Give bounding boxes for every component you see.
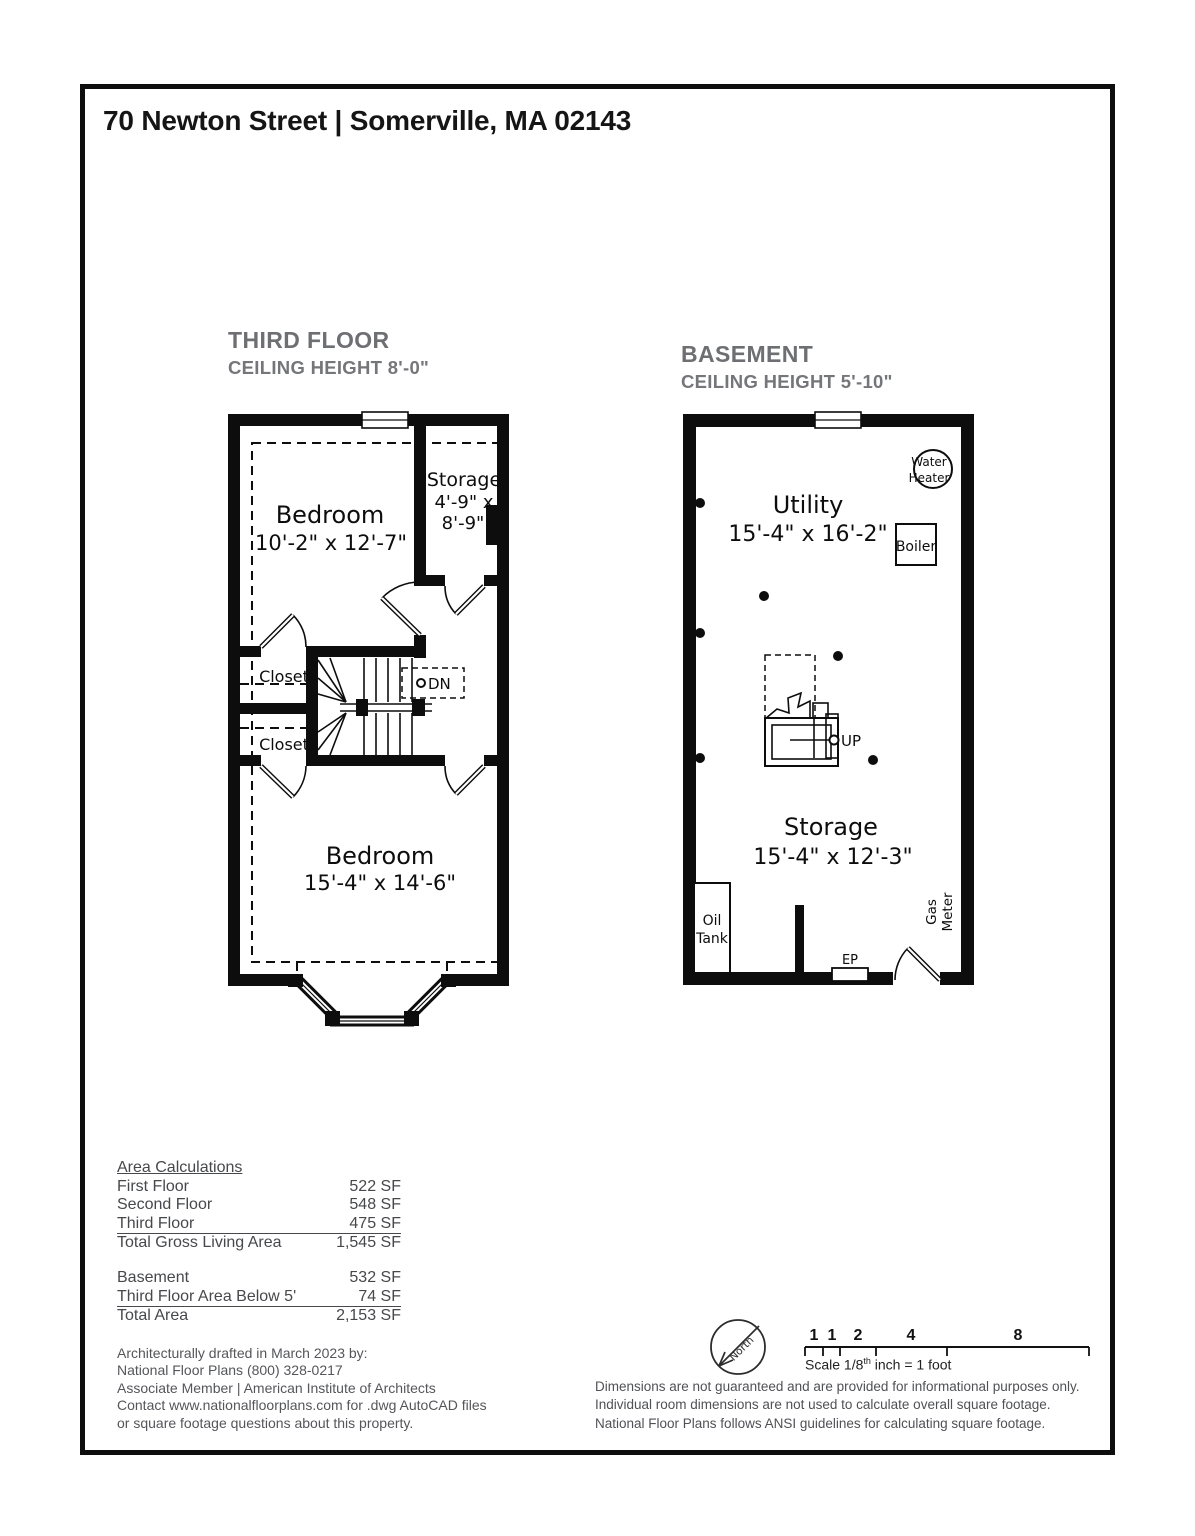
window	[362, 412, 408, 428]
utility-dimensions: 15'-4" x 16'-2"	[728, 522, 888, 547]
scale-caption-text: Scale 1/8	[805, 1356, 864, 1373]
bedroom2-door	[445, 766, 484, 794]
boiler-label: Boiler	[895, 539, 937, 555]
third-floor-heading: THIRD FLOOR	[228, 327, 390, 353]
table-row-total	[117, 1307, 401, 1326]
row-value: 74 SF	[358, 1287, 401, 1305]
bedroom1-dimensions: 10'-2" x 12'-7"	[255, 531, 407, 555]
row-value: 522 SF	[349, 1177, 401, 1195]
scale-tick-label: 1	[809, 1327, 819, 1344]
oil-tank-label-2: Tank	[696, 931, 728, 947]
scale-ticks	[805, 1347, 1089, 1356]
third-floor-plan	[220, 405, 520, 1045]
newel-post	[356, 699, 368, 716]
bedroom2-label: Bedroom	[325, 842, 435, 870]
closet1-label: Closet	[259, 667, 309, 686]
water-heater	[909, 450, 952, 488]
row-value: 2,153 SF	[336, 1307, 401, 1325]
gas-meter	[924, 892, 956, 932]
basement-storage-dimensions: 15'-4" x 12'-3"	[753, 845, 913, 870]
row-value: 475 SF	[349, 1214, 401, 1232]
basement-ceiling-height: CEILING HEIGHT 5'-10"	[681, 371, 893, 392]
bedroom1-label: Bedroom	[275, 501, 385, 529]
row-label: Third Floor Area Below 5'	[117, 1287, 297, 1305]
oil-tank	[694, 883, 730, 973]
scale-caption-rest: inch = 1 foot	[870, 1356, 952, 1373]
scale-caption-sup: th	[863, 1356, 871, 1366]
north-compass	[701, 1312, 775, 1386]
boiler	[896, 524, 937, 565]
north-label: North	[727, 1334, 757, 1364]
gas-meter-label-1: Gas	[924, 899, 940, 925]
basement-plan	[675, 405, 985, 1005]
disclaimer-line: National Floor Plans follows ANSI guidelines for calculating square footage.	[595, 1415, 1046, 1431]
stair-down-label: DN	[428, 675, 451, 693]
credit-line: or square footage questions about this property.	[117, 1414, 414, 1431]
scale-tick-label: 8	[1013, 1327, 1023, 1344]
row-label: Second Floor	[117, 1196, 213, 1214]
newel-post	[412, 699, 425, 716]
third-floor-ceiling-height: CEILING HEIGHT 8'-0"	[228, 357, 430, 378]
credit-line: Associate Member | American Institute of Architects	[117, 1379, 436, 1396]
row-label: Third Floor	[117, 1214, 195, 1232]
credit-line: National Floor Plans (800) 328-0217	[117, 1362, 343, 1379]
staircase-up	[765, 655, 861, 766]
stair-up-label: UP	[841, 732, 862, 750]
table-row	[117, 1215, 401, 1235]
scale-tick-label: 1	[827, 1327, 837, 1344]
scale-caption	[805, 1356, 951, 1373]
row-value: 532 SF	[349, 1268, 401, 1286]
storage-dimensions-1: 4'-9" x	[434, 492, 494, 513]
basement-door	[895, 948, 940, 980]
window	[815, 412, 861, 428]
credit-line: Architecturally drafted in March 2023 by:	[117, 1345, 368, 1361]
basement-heading: BASEMENT	[681, 341, 814, 367]
row-label: Basement	[117, 1268, 190, 1286]
table-row-total	[117, 1234, 401, 1253]
storage-dimensions-2: 8'-9"	[441, 513, 485, 534]
storage-label: Storage	[426, 469, 502, 491]
table-row	[117, 1269, 401, 1288]
closet2-label: Closet	[259, 735, 309, 754]
staircase-down	[318, 658, 464, 755]
disclaimer-line: Dimensions are not guaranteed and are provided for informational purposes only.	[595, 1379, 1080, 1394]
oil-tank-label-1: Oil	[702, 913, 722, 929]
gas-meter-label-2: Meter	[940, 892, 956, 932]
utility-label: Utility	[772, 491, 844, 519]
page-title: 70 Newton Street | Somerville, MA 02143	[103, 105, 632, 136]
closet1-door	[261, 615, 306, 647]
electrical-panel-label: EP	[841, 953, 859, 968]
disclaimer-line: Individual room dimensions are not used to calculate overall square footage.	[595, 1397, 1051, 1413]
partition-wall	[795, 905, 804, 975]
scale-tick-label: 4	[906, 1327, 916, 1344]
row-label: First Floor	[117, 1177, 189, 1195]
electrical-panel	[832, 953, 868, 981]
row-value: 548 SF	[349, 1196, 401, 1214]
row-label: Total Area	[117, 1307, 189, 1325]
row-label: Total Gross Living Area	[117, 1234, 282, 1252]
bay-window	[288, 974, 456, 1026]
area-calculations-heading: Area Calculations	[117, 1159, 243, 1176]
bedroom2-dimensions: 15'-4" x 14'-6"	[304, 871, 456, 895]
table-row	[117, 1196, 401, 1215]
closet2-door	[261, 766, 306, 797]
drafting-credits	[117, 1345, 487, 1432]
basement-storage-label: Storage	[784, 813, 878, 841]
disclaimer	[595, 1378, 1080, 1433]
bedroom1-door	[382, 582, 420, 635]
row-value: 1,545 SF	[336, 1234, 401, 1252]
credit-line: Contact www.nationalfloorplans.com for .dwg AutoCAD files	[117, 1397, 487, 1414]
table-row	[117, 1178, 401, 1197]
scale-tick-label: 2	[853, 1327, 863, 1344]
storage-door	[445, 586, 484, 614]
water-heater-label-1: Water	[911, 455, 947, 469]
area-calculations-table	[117, 1159, 401, 1326]
table-row	[117, 1288, 401, 1308]
water-heater-label-2: Heater	[908, 471, 950, 485]
